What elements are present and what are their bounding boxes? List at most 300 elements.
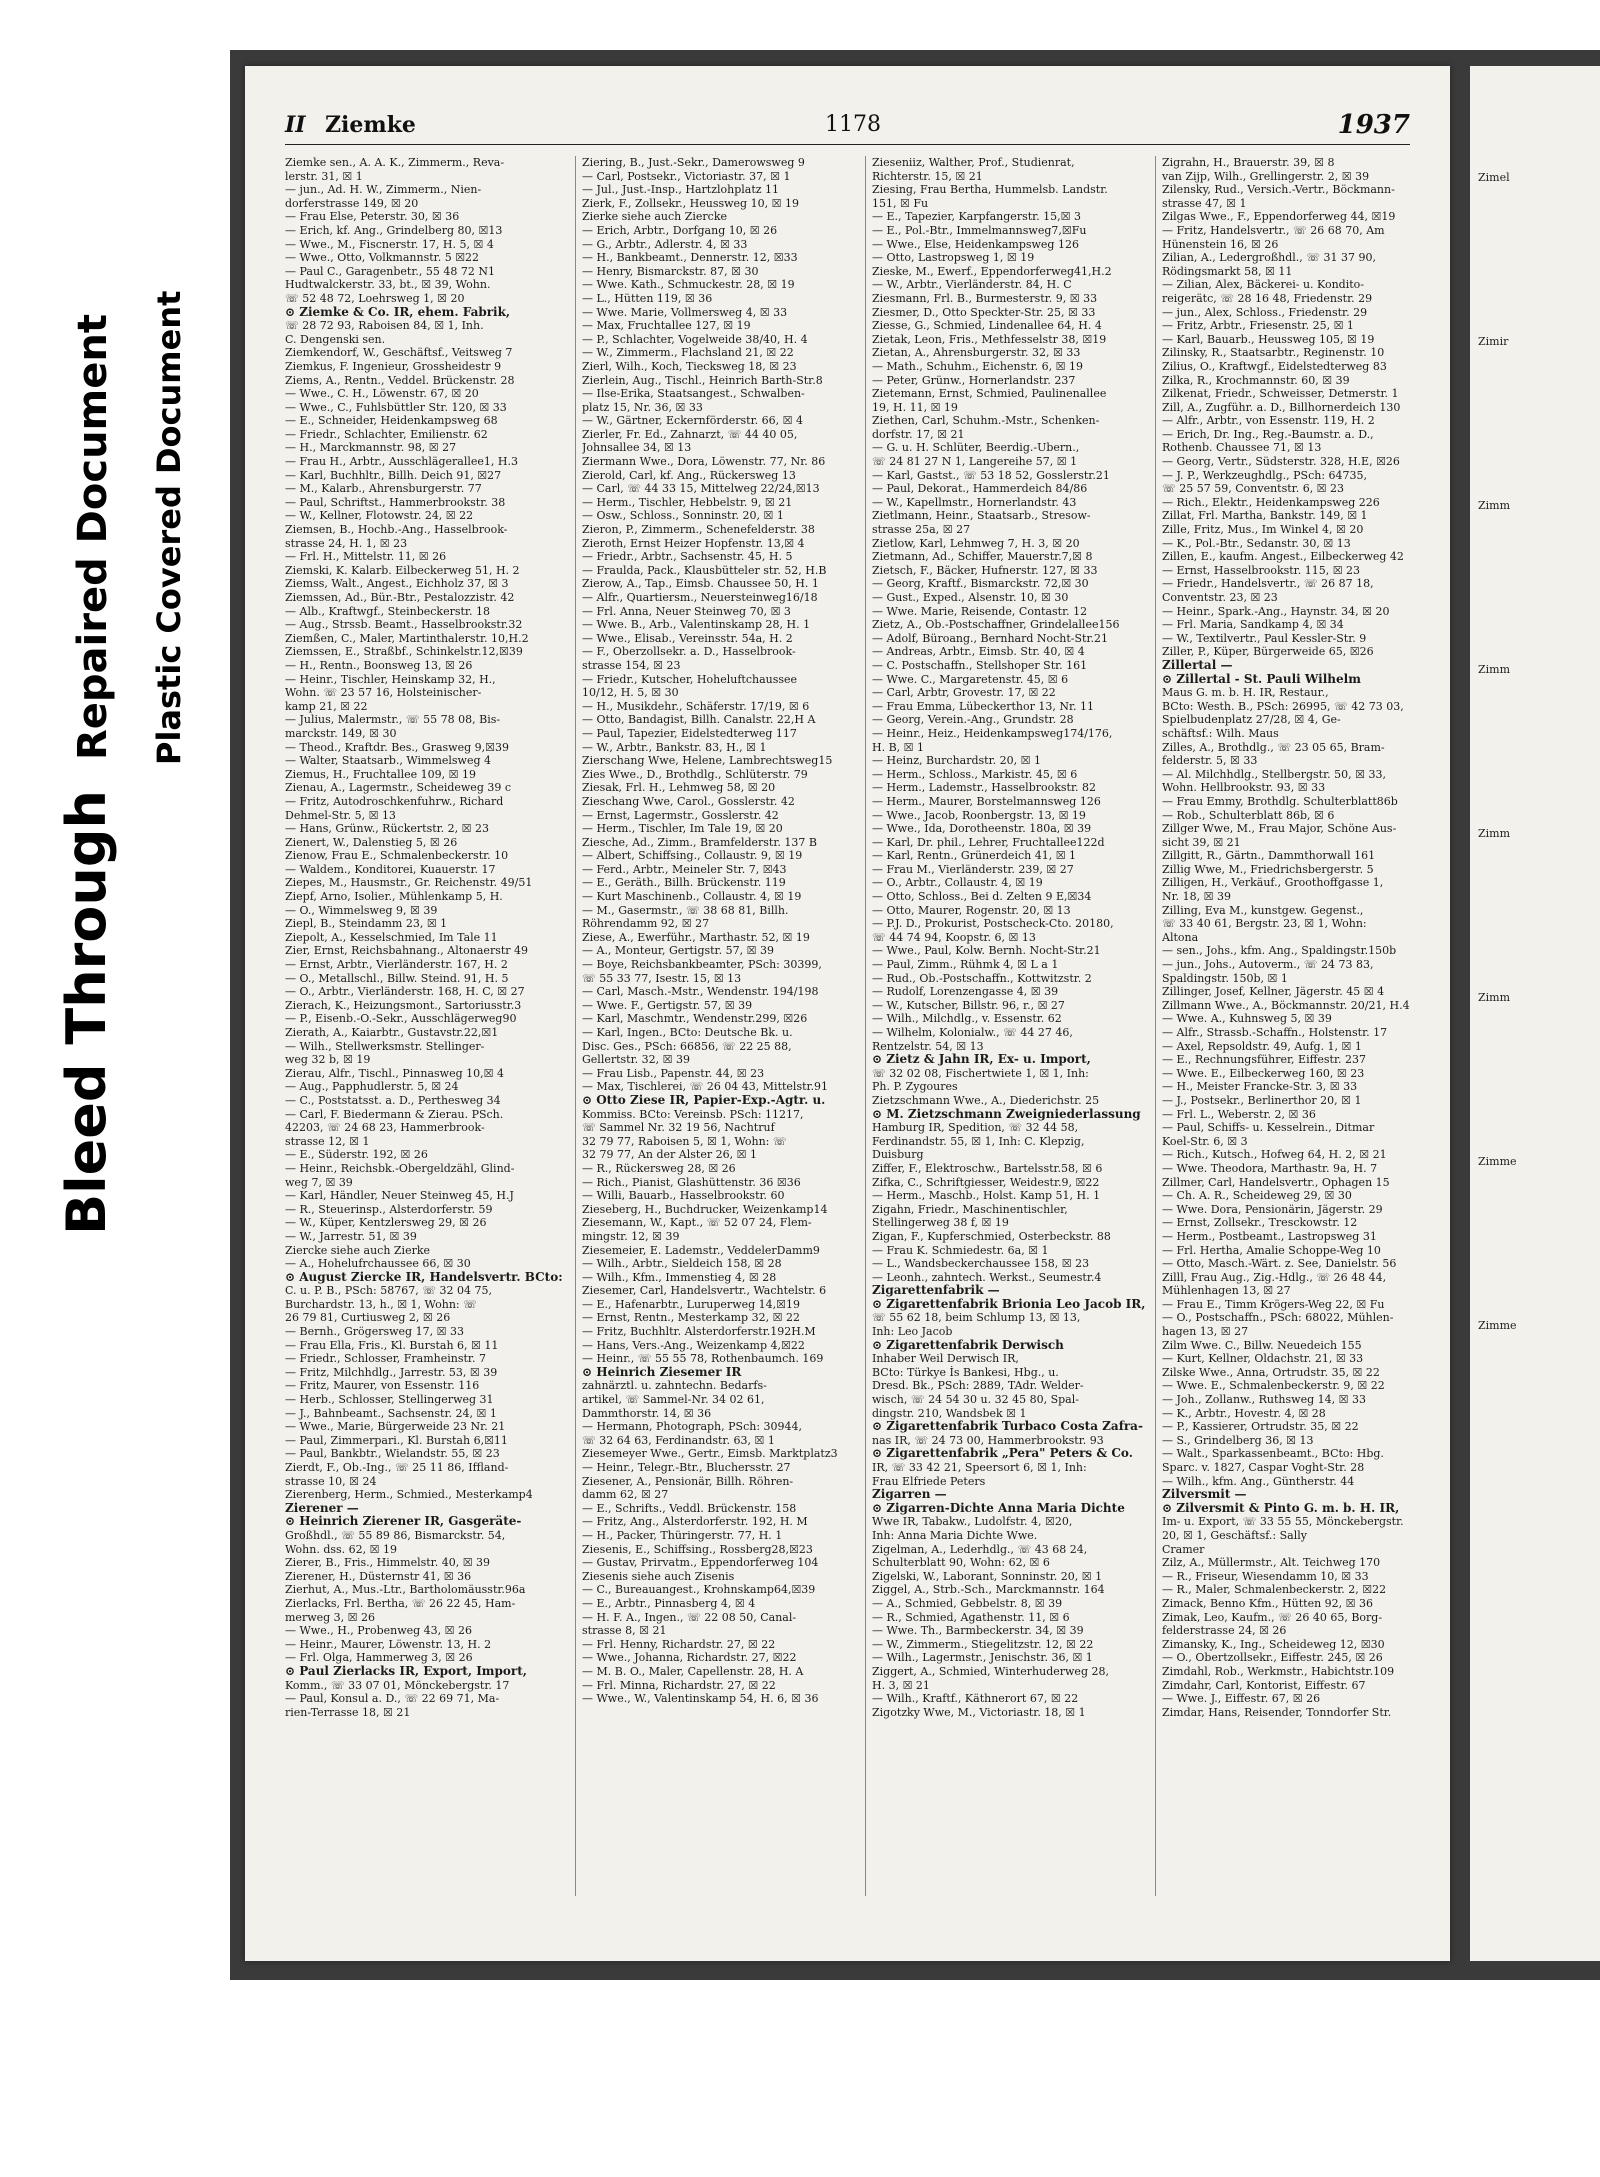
directory-entry: Zietz, A., Ob.-Postschaffner, Grindelallee156 (872, 618, 1120, 632)
directory-entry: Kommiss. BCto: Vereinsb. PSch: 11217, (582, 1107, 804, 1121)
directory-entry: — Heinz, Burchardstr. 20, ☒ 1 (872, 754, 1041, 768)
directory-entry: Hamburg IR, Spedition, ☏ 32 44 58, (872, 1121, 1079, 1135)
directory-entry: Zietlow, Karl, Lehmweg 7, H. 3, ☒ 20 (872, 536, 1080, 550)
label-plastic-covered-document: Plastic Covered Document (150, 290, 188, 765)
directory-entry: — Axel, Repsoldstr. 49, Aufg. 1, ☒ 1 (1162, 1039, 1362, 1053)
directory-entry: Zigrahn, H., Brauerstr. 39, ☒ 8 (1162, 156, 1335, 169)
edge-fragment: Zimel (1478, 171, 1510, 184)
directory-entry: Dammthorstr. 14, ☒ 36 (582, 1406, 712, 1420)
directory-entry: Ziesemann, W., Kapt., ☏ 52 07 24, Flem- (582, 1216, 812, 1230)
directory-entry: — Erich, kf. Ang., Grindelberg 80, ☒13 (285, 223, 503, 237)
directory-entry: — Bernh., Grögersweg 17, ☒ 33 (285, 1325, 464, 1339)
directory-entry: Rödingsmarkt 58, ☒ 11 (1162, 264, 1293, 278)
directory-entry: — Frau Else, Peterstr. 30, ☒ 36 (285, 210, 460, 224)
directory-entry: Schulterblatt 90, Wohn: 62, ☒ 6 (872, 1556, 1050, 1570)
edge-fragment: Zimme (1478, 1155, 1517, 1168)
page-number: 1178 (825, 112, 881, 137)
directory-entry: — J., Bahnbeamt., Sachsenstr. 24, ☒ 1 (285, 1406, 497, 1420)
directory-entry: — W., Küper, Kentzlersweg 29, ☒ 26 (285, 1216, 487, 1230)
directory-entry: — Otto, Masch.-Wärt. z. See, Danielstr. 56 (1162, 1257, 1397, 1271)
directory-entry: Hudtwalckerstr. 33, bt., ☒ 39, Wohn. (285, 278, 491, 292)
directory-entry: — R., Maler, Schmalenbeckerstr. 2, ☒22 (1162, 1583, 1387, 1597)
directory-entry: Zierler, Fr. Ed., Zahnarzt, ☏ 44 40 05, (582, 427, 798, 441)
directory-entry: — H., Meister Francke-Str. 3, ☒ 33 (1162, 1080, 1358, 1094)
directory-entry: — Frau K. Schmiedestr. 6a, ☒ 1 (872, 1243, 1049, 1257)
directory-entry: Zilz, A., Müllermstr., Alt. Teichweg 170 (1162, 1556, 1381, 1570)
directory-entry: — Wwe. B., Arb., Valentinskamp 28, H. 1 (582, 618, 811, 632)
directory-entry: — Carl, F. Biedermann & Zierau. PSch. (285, 1107, 504, 1121)
directory-entry: — C., Poststatsst. a. D., Perthesweg 34 (285, 1093, 501, 1107)
directory-entry: — Otto, Maurer, Rogenstr. 20, ☒ 13 (872, 903, 1071, 917)
directory-entry: dorferstrasse 149, ☒ 20 (285, 196, 419, 210)
directory-entry: Zieseniiz, Walther, Prof., Studienrat, (872, 156, 1075, 169)
directory-entry: ⊙ M. Zietzschmann Zweigniederlassung (872, 1107, 1141, 1121)
directory-entry: Ferdinandstr. 55, ☒ 1, Inh: C. Klepzig, (872, 1134, 1085, 1148)
directory-entry: Johnsallee 34, ☒ 13 (582, 441, 692, 455)
directory-entry: Zigan, F., Kupferschmied, Osterbeckstr. 88 (872, 1229, 1111, 1243)
directory-entry: — Aug., Papphudlerstr. 5, ☒ 24 (285, 1080, 459, 1094)
directory-entry: — R., Rückersweg 28, ☒ 26 (582, 1161, 736, 1175)
directory-entry: — K., Pol.-Btr., Sedanstr. 30, ☒ 13 (1162, 536, 1351, 550)
directory-entry: ⊙ Zigarettenfabrik Turbaco Costa Zafra- (872, 1420, 1143, 1434)
directory-entry: — Herm., Lademstr., Hasselbrookstr. 82 (872, 781, 1097, 795)
directory-entry: — E., Rechnungsführer, Eiffestr. 237 (1162, 1053, 1367, 1067)
directory-entry: — Fritz, Handelsvertr., ☏ 26 68 70, Am (1162, 223, 1385, 237)
directory-entry: Ziesemeier, E. Lademstr., VeddelerDamm9 (582, 1243, 820, 1257)
directory-entry: — Karl, Bauarb., Heussweg 105, ☒ 19 (1162, 332, 1375, 346)
directory-entry: Ziemsen, B., Hochb.-Ang., Hasselbrook- (285, 523, 508, 537)
directory-entry: — Alfr., Strassb.-Schaffn., Holstenstr. 17 (1162, 1026, 1388, 1039)
directory-entry: — Frau Emmy, Brothdlg. Schulterblatt86b (1162, 794, 1398, 808)
directory-entry: — Jul., Just.-Insp., Hartzlohplatz 11 (582, 183, 780, 197)
directory-entry: — A., Hohelufrchaussee 66, ☒ 30 (285, 1257, 471, 1271)
directory-entry: — Erich, Arbtr., Dorfgang 10, ☒ 26 (582, 223, 778, 237)
directory-entry: — Karl, Buchhltr., Billh. Deich 91, ☒27 (285, 468, 502, 482)
directory-entry: — W., Jarrestr. 51, ☒ 39 (285, 1229, 417, 1243)
directory-entry: artikel, ☏ Sammel-Nr. 34 02 61, (582, 1393, 765, 1407)
directory-entry: — W., Arbtr., Vierländerstr. 84, H. C (872, 278, 1072, 292)
directory-entry: — Theod., Kraftdr. Bes., Grasweg 9,☒39 (285, 740, 509, 754)
directory-entry: Rentzelstr. 54, ☒ 13 (872, 1039, 984, 1053)
directory-entry: Zierke siehe auch Ziercke (582, 210, 728, 224)
directory-entry: — Paul, Schiffs- u. Kesselrein., Ditmar (1162, 1121, 1375, 1135)
side-labels (0, 0, 230, 1980)
directory-entry: Maus G. m. b. H. IR, Restaur., (1162, 686, 1329, 700)
directory-entry: — Wilh., Milchdlg., v. Essenstr. 62 (872, 1012, 1062, 1026)
directory-entry: Ziggert, A., Schmied, Winterhuderweg 28, (872, 1664, 1109, 1678)
directory-entry: — Karl, Ingen., BCto: Deutsche Bk. u. (582, 1026, 793, 1039)
directory-entry: — Hermann, Photograph, PSch: 30944, (582, 1420, 803, 1434)
directory-entry: — L., Wandsbeckerchaussee 158, ☒ 23 (872, 1257, 1090, 1271)
directory-entry: — A., Monteur, Gertigstr. 57, ☒ 39 (582, 944, 774, 958)
directory-entry: Zierer, B., Fris., Himmelstr. 40, ☒ 39 (285, 1556, 491, 1570)
directory-entry: — Fritz, Buchhltr. Alsterdorferstr.192H.M (582, 1325, 816, 1339)
directory-entry: Ziese, A., Ewerführ., Marthastr. 52, ☒ 19 (582, 930, 810, 944)
directory-entry: — Erich, Dr. Ing., Reg.-Baumstr. a. D., (1162, 427, 1374, 441)
directory-entry: — Paul, Zimm., Rühmk 4, ☒ L a 1 (872, 958, 1059, 972)
directory-entry: — Carl, Masch.-Mstr., Wendenstr. 194/198 (582, 985, 819, 999)
directory-entry: felderstr. 5, ☒ 33 (1162, 754, 1258, 768)
directory-entry: — Heinr., Tischler, Heinskamp 32, H., (285, 672, 496, 686)
directory-entry: ⊙ Zietz & Jahn IR, Ex- u. Import, (872, 1053, 1091, 1067)
directory-entry: — Wwe., W., Valentinskamp 54, H. 6, ☒ 36 (582, 1692, 819, 1706)
directory-entry: Hünenstein 16, ☒ 26 (1162, 237, 1279, 251)
directory-entry: — Peter, Grünw., Hornerlandstr. 237 (872, 373, 1076, 387)
directory-entry: ⊙ Zigarettenfabrik Derwisch (872, 1338, 1064, 1352)
directory-entry: — J., Postsekr., Berlinerthor 20, ☒ 1 (1162, 1093, 1362, 1107)
directory-entry: — Karl, Rentn., Grünerdeich 41, ☒ 1 (872, 849, 1077, 863)
directory-entry: strasse 10, ☒ 24 (285, 1474, 377, 1488)
directory-entry: ☏ 33 40 61, Bergstr. 23, ☒ 1, Wohn: (1162, 917, 1367, 931)
directory-entry: Richterstr. 15, ☒ 21 (872, 169, 983, 183)
directory-entry: Zilm Wwe. C., Billw. Neuedeich 155 (1162, 1338, 1362, 1352)
directory-entry: Zilligen, H., Verkäuf., Groothoffgasse 1, (1162, 876, 1384, 890)
directory-entry: van Zijp, Wilh., Grellingerstr. 2, ☒ 39 (1162, 169, 1370, 183)
directory-entry: — Ernst, Arbtr., Vierländerstr. 167, H. 2 (285, 958, 508, 972)
directory-entry: Zillgitt, R., Gärtn., Dammthorwall 161 (1162, 849, 1376, 863)
directory-entry: C. u. P. B., PSch: 58767, ☏ 32 04 75, (285, 1284, 492, 1298)
directory-entry: — Julius, Malermstr., ☏ 55 78 08, Bis- (285, 713, 501, 727)
directory-entry: ⊙ Zigarren-Dichte Anna Maria Dichte (872, 1501, 1125, 1515)
edge-fragment: Zimm (1478, 991, 1511, 1004)
directory-entry: Zilske Wwe., Anna, Ortrudstr. 35, ☒ 22 (1162, 1365, 1380, 1379)
directory-entry: Ziems, A., Rentn., Veddel. Brückenstr. 28 (285, 373, 515, 387)
directory-entry: — Wilhelm, Kolonialw., ☏ 44 27 46, (872, 1026, 1073, 1039)
directory-entry: — Heinr., Heiz., Heidenkampsweg174/176, (872, 726, 1113, 740)
directory-entry: — Wwe. Marie, Vollmersweg 4, ☒ 33 (582, 305, 788, 319)
directory-entry: — M. B. O., Maler, Capellenstr. 28, H. A (582, 1664, 804, 1678)
directory-entry: dingstr. 210, Wandsbek ☒ 1 (872, 1406, 1027, 1420)
edge-fragment: Zimm (1478, 663, 1511, 676)
directory-entry: Nr. 18, ☒ 39 (1162, 890, 1232, 904)
directory-entry: Ziepes, M., Hausmstr., Gr. Reichenstr. 49/51 (285, 876, 533, 890)
directory-entry: — Karl, Dr. phil., Lehrer, Fruchtallee122d (872, 835, 1105, 849)
directory-entry: weg 7, ☒ 39 (285, 1175, 353, 1189)
directory-entry: — Georg, Kraftf., Bismarckstr. 72,☒ 30 (872, 577, 1089, 591)
directory-entry: Zigarettenfabrik — (872, 1284, 1000, 1298)
directory-entry: — O., Postschaffn., PSch: 68022, Mühlen- (1162, 1311, 1394, 1325)
directory-entry: ⊙ Zigarettenfabrik Brionia Leo Jacob IR, (872, 1297, 1146, 1311)
directory-entry: ⊙ Zigarettenfabrik „Pera" Peters & Co. (872, 1447, 1133, 1461)
directory-entry: Ziggel, A., Strb.-Sch., Marckmannstr. 164 (872, 1583, 1105, 1597)
directory-entry: strasse 24, H. 1, ☒ 23 (285, 536, 408, 550)
directory-entry: Zilka, R., Krochmannstr. 60, ☒ 39 (1162, 373, 1350, 387)
directory-entry: — P., Eisenb.-O.-Sekr., Ausschlägerweg90 (285, 1012, 517, 1026)
directory-entry: — Frau Lisb., Papenstr. 44, ☒ 23 (582, 1066, 765, 1080)
directory-entry: — Georg, Vertr., Südsterstr. 328, H.E, ☒26 (1162, 455, 1400, 469)
directory-entry: strasse 47, ☒ 1 (1162, 196, 1247, 210)
directory-entry: — Karl, Händler, Neuer Steinweg 45, H.J (285, 1189, 514, 1203)
directory-entry: — G. u. H. Schlüter, Beerdig.-Ubern., (872, 441, 1080, 455)
directory-entry: Spaldingstr. 150b, ☒ 1 (1162, 971, 1288, 985)
directory-entry: — Frl. Olga, Hammerweg 3, ☒ 26 (285, 1651, 473, 1665)
directory-entry: Zillig Wwe, M., Friedrichsbergerstr. 5 (1162, 862, 1374, 876)
directory-entry: ☏ 55 33 77, Isestr. 15, ☒ 13 (582, 971, 742, 985)
directory-entry: — Herb., Schlosser, Stellingerweg 31 (285, 1393, 494, 1407)
directory-entry: — Ernst, Hasselbrookstr. 115, ☒ 23 (1162, 563, 1361, 577)
directory-entry: — Paul C., Garagenbetr., 55 48 72 N1 (285, 264, 495, 278)
directory-entry: — J. P., Werkzeughdlg., PSch: 64735, (1162, 468, 1368, 482)
directory-entry: Ziemssen, Ad., Bür.-Btr., Pestalozzistr. 42 (285, 591, 515, 604)
directory-entry: C. Dengenski sen. (285, 332, 386, 346)
directory-entry: — C., Bureauangest., Krohnskamp64,☒39 (582, 1583, 816, 1597)
directory-entry: — Heinr., Spark.-Ang., Haynstr. 34, ☒ 20 (1162, 604, 1390, 618)
directory-entry: Spielbudenplatz 27/28, ☒ 4, Ge- (1162, 713, 1341, 727)
directory-entry: hagen 13, ☒ 27 (1162, 1325, 1249, 1339)
directory-entry: — Rich., Pianist, Glashüttenstr. 36 ☒36 (582, 1175, 801, 1189)
directory-entry: Ziesemer, Carl, Handelsvertr., Wachtelstr. 6 (582, 1284, 827, 1298)
directory-entry: — Henry, Bismarckstr. 87, ☒ 30 (582, 264, 759, 278)
directory-entry: — Ernst, Lagermstr., Gosslerstr. 42 (582, 808, 779, 822)
directory-entry: Zigelski, W., Laborant, Sonninstr. 20, ☒ 1 (872, 1569, 1103, 1583)
directory-entry: — Wwe. E., Eilbeckerweg 160, ☒ 23 (1162, 1066, 1365, 1080)
directory-entry: Ziffer, F., Elektroschw., Bartelsstr.58, ☒ 6 (872, 1161, 1103, 1175)
directory-entry: — Wwe. J., Eiffestr. 67, ☒ 26 (1162, 1692, 1321, 1706)
directory-entry: strasse 154, ☒ 23 (582, 658, 681, 672)
directory-entry: — Wwe., Marie, Bürgerweide 23 Nr. 21 (285, 1420, 506, 1434)
directory-entry: — H., Bankbeamt., Dennerstr. 12, ☒33 (582, 251, 798, 265)
directory-entry: Ziethen, Carl, Schuhm.-Mstr., Schenken- (872, 414, 1100, 428)
directory-entry: — Waldem., Konditorei, Kuauerstr. 17 (285, 862, 496, 876)
directory-entry: — Wwe. Dora, Pensionärin, Jägerstr. 29 (1162, 1202, 1383, 1216)
directory-entry: — Alfr., Arbtr., von Essenstr. 119, H. 2 (1162, 414, 1375, 428)
directory-entry: — Frl. Anna, Neuer Steinweg 70, ☒ 3 (582, 604, 791, 618)
directory-entry: 151, ☒ Fu (872, 196, 929, 210)
directory-entry: Ziemssen, E., Straßbf., Schinkelstr.12,☒39 (285, 645, 523, 659)
directory-entry: — Willi, Bauarb., Hasselbrookstr. 60 (582, 1189, 785, 1203)
directory-entry: — S., Grindelberg 36, ☒ 13 (1162, 1433, 1314, 1447)
directory-entry: — Herm., Postbeamt., Lastropsweg 31 (1162, 1229, 1377, 1243)
directory-entry: Zilles, A., Brothdlg., ☏ 23 05 65, Bram- (1162, 740, 1385, 754)
directory-entry: — Wwe. E., Schmalenbeckerstr. 9, ☒ 22 (1162, 1379, 1385, 1393)
directory-entry: Sparc. v. 1827, Caspar Voght-Str. 28 (1162, 1461, 1365, 1474)
directory-entry: Zimak, Leo, Kaufm., ☏ 26 40 65, Borg- (1162, 1610, 1383, 1624)
directory-entry: Koel-Str. 6, ☒ 3 (1162, 1134, 1248, 1148)
directory-entry: Zierold, Carl, kf. Ang., Rückersweg 13 (582, 468, 796, 482)
directory-column-1 (285, 156, 571, 1896)
directory-entry: — H. F. A., Ingen., ☏ 22 08 50, Canal- (582, 1610, 797, 1624)
directory-entry: ☏ 32 64 63, Ferdinandstr. 63, ☒ 1 (582, 1433, 775, 1447)
directory-entry: — C. Postschaffn., Stellshoper Str. 161 (872, 658, 1088, 672)
directory-entry: Zietlmann, Heinr., Staatsarb., Stresow- (872, 509, 1091, 523)
directory-entry: 20, ☒ 1, Geschäftsf.: Sally (1162, 1528, 1307, 1542)
directory-entry: — Wwe., Johanna, Richardstr. 27, ☒22 (582, 1651, 797, 1665)
directory-entry: — Heinr., Telegr.-Btr., Bluchersstr. 27 (582, 1461, 791, 1474)
directory-entry: Zierk, F., Zollsekr., Heussweg 10, ☒ 19 (582, 196, 799, 210)
directory-entry: Conventstr. 23, ☒ 23 (1162, 591, 1278, 604)
directory-entry: — Wwe. Theodora, Marthastr. 9a, H. 7 (1162, 1161, 1378, 1175)
directory-entry: schäftsf.: Wilh. Maus (1162, 726, 1279, 740)
directory-entry: Ziemke sen., A. A. K., Zimmerm., Reva- (285, 156, 505, 169)
directory-entry: — Ilse-Erika, Staatsangest., Schwalben- (582, 387, 805, 401)
directory-entry: — Paul, Schriftst., Hammerbrookstr. 38 (285, 495, 506, 509)
directory-entry: Burchardstr. 13, h., ☒ 1, Wohn: ☏ (285, 1297, 477, 1311)
directory-entry: ☏ Sammel Nr. 32 19 56, Nachtruf (582, 1121, 775, 1135)
directory-entry: Ziering, B., Just.-Sekr., Damerowsweg 9 (582, 156, 805, 169)
directory-entry: — Wwe. Kath., Schmuckestr. 28, ☒ 19 (582, 278, 795, 292)
directory-entry: Ziepolt, A., Kesselschmied, Im Tale 11 (285, 930, 498, 944)
directory-entry: merweg 3, ☒ 26 (285, 1610, 376, 1624)
directory-entry: — Friedr., Handelsvertr., ☏ 26 87 18, (1162, 577, 1374, 591)
directory-entry: — K., Arbtr., Hovestr. 4, ☒ 28 (1162, 1406, 1326, 1420)
directory-entry: Ziesenis siehe auch Zisenis (582, 1569, 735, 1583)
directory-entry: Wohn. dss. 62, ☒ 19 (285, 1542, 398, 1556)
directory-entry: — Otto, Bandagist, Billh. Canalstr. 22,H A (582, 713, 816, 727)
directory-entry: — E., Schneider, Heidenkampsweg 68 (285, 414, 498, 428)
directory-entry: Rothenb. Chaussee 71, ☒ 13 (1162, 441, 1322, 455)
directory-entry: Zies Wwe., D., Brothdlg., Schlüterstr. 79 (582, 767, 808, 781)
directory-column-2 (575, 156, 868, 1896)
directory-entry: Ziepl, B., Steindamm 23, ☒ 1 (285, 917, 448, 931)
directory-entry: — Friedr., Schlosser, Framheinstr. 7 (285, 1352, 486, 1366)
directory-entry: — Walt., Sparkassenbeamt., BCto: Hbg. (1162, 1447, 1384, 1461)
directory-entry: Wwe IR, Tabakw., Ludolfstr. 4, ☒20, (872, 1515, 1073, 1529)
directory-entry: ☏ 44 74 94, Koopstr. 6, ☒ 13 (872, 930, 1036, 944)
directory-entry: BCto: Westh. B., PSch: 26995, ☏ 42 73 03, (1162, 699, 1404, 713)
label-repaired-document: Repaired Document (70, 314, 116, 760)
directory-entry: — Joh., Zollanw., Ruthsweg 14, ☒ 33 (1162, 1393, 1366, 1407)
directory-entry: Zietak, Leon, Fris., Methfesselstr 38, ☒19 (872, 332, 1107, 346)
directory-entry: Zieron, P., Zimmerm., Schenefelderstr. 38 (582, 523, 815, 537)
directory-entry: Zillmer, Carl, Handelsvertr., Ophagen 15 (1162, 1175, 1390, 1189)
directory-entry: — Hans, Grünw., Rückertstr. 2, ☒ 23 (285, 822, 490, 836)
directory-entry: ☏ 55 62 18, beim Schlump 13, ☒ 13, (872, 1311, 1081, 1325)
directory-columns (285, 156, 1430, 1896)
directory-entry: — Ferd., Arbtr., Meineler Str. 7, ☒43 (582, 862, 787, 876)
directory-entry: Wohn. ☏ 23 57 16, Holsteinischer- (285, 686, 482, 700)
directory-entry: ☏ 25 57 59, Conventstr. 6, ☒ 23 (1162, 482, 1345, 496)
directory-entry: Zilll, Frau Aug., Zig.-Hdlg., ☏ 26 48 44, (1162, 1270, 1387, 1284)
directory-entry: — Wwe., M., Fiscnerstr. 17, H. 5, ☒ 4 (285, 237, 494, 251)
directory-entry: Inh: Leo Jacob (872, 1325, 953, 1339)
directory-entry: — Wwe., Otto, Volkmannstr. 5 ☒22 (285, 251, 480, 265)
directory-entry: — Otto, Schloss., Bei d. Zelten 9 E,☒34 (872, 890, 1092, 904)
directory-entry: Zille, Fritz, Mus., Im Winkel 4, ☒ 20 (1162, 523, 1364, 537)
directory-entry: Zilkenat, Friedr., Schweisser, Detmerstr. 1 (1162, 387, 1399, 401)
directory-entry: — Alb., Kraftwgf., Steinbeckerstr. 18 (285, 604, 490, 618)
directory-entry: Zietmann, Ad., Schiffer, Mauerstr.7,☒ 8 (872, 550, 1093, 564)
directory-entry: — W., Arbtr., Bankstr. 83, H., ☒ 1 (582, 740, 767, 754)
directory-entry: — Otto, Lastropsweg 1, ☒ 19 (872, 251, 1035, 265)
directory-entry: — Wwe. C., Margaretenstr. 45, ☒ 6 (872, 672, 1069, 686)
directory-entry: Dehmel-Str. 5, ☒ 13 (285, 808, 396, 822)
directory-entry: Ziemkus, F. Ingenieur, Grossheidestr 9 (285, 359, 502, 373)
directory-entry: Zieroth, Ernst Heizer Hopfenstr. 13,☒ 4 (582, 536, 805, 550)
directory-entry: Zieschang Wwe, Carol., Gosslerstr. 42 (582, 794, 795, 808)
directory-entry: — W., Zimmerm., Flachsland 21, ☒ 22 (582, 346, 794, 360)
directory-entry: strasse 12, ☒ 1 (285, 1134, 370, 1148)
directory-entry: — Boye, Reichsbankbeamter, PSch: 30399, (582, 958, 822, 972)
directory-entry: Ph. P. Zygoures (872, 1080, 958, 1094)
directory-entry: nas IR, ☏ 24 73 00, Hammerbrookstr. 93 (872, 1433, 1104, 1447)
directory-entry: H. 3, ☒ 21 (872, 1678, 930, 1692)
directory-entry: — Rich., Kutsch., Hofweg 64, H. 2, ☒ 21 (1162, 1148, 1387, 1162)
directory-entry: Zigahn, Friedr., Maschinentischler, (872, 1202, 1068, 1216)
directory-entry: Frau Elfriede Peters (872, 1474, 986, 1488)
directory-entry: Ziesmann, Frl. B., Burmesterstr. 9, ☒ 33 (872, 291, 1098, 305)
directory-entry: — Ernst, Rentn., Mesterkamp 32, ☒ 22 (582, 1311, 800, 1325)
directory-entry: — Fritz, Maurer, von Essenstr. 116 (285, 1379, 480, 1393)
directory-entry: Ziercke siehe auch Zierke (285, 1243, 431, 1257)
directory-entry: — Carl, ☏ 44 33 15, Mittelweg 22/24,☒13 (582, 482, 820, 496)
directory-entry: — P.J. D., Prokurist, Postscheck-Cto. 20180, (872, 917, 1114, 931)
directory-entry: BCto: Türkye İs Bankesi, Hbg., u. (872, 1365, 1059, 1379)
directory-entry: — Aug., Strssb. Beamt., Hasselbrookstr.32 (285, 618, 523, 632)
directory-entry: — Fraulda, Pack., Klausbütteler str. 52, H.B (582, 563, 827, 577)
directory-entry: Zillat, Frl. Martha, Bankstr. 149, ☒ 1 (1162, 509, 1368, 523)
directory-entry: — Herm., Tischler, Im Tale 19, ☒ 20 (582, 822, 783, 836)
directory-entry: reigerätc, ☏ 28 16 48, Friedenstr. 29 (1162, 291, 1373, 305)
directory-entry: — jun., Ad. H. W., Zimmerm., Nien- (285, 183, 482, 197)
directory-entry: — Adolf, Büroang., Bernhard Nocht-Str.21 (872, 631, 1109, 645)
directory-entry: kamp 21, ☒ 22 (285, 699, 368, 713)
directory-entry: — Frl. H., Mittelstr. 11, ☒ 26 (285, 550, 447, 564)
directory-entry: Zillinger, Josef, Kellner, Jägerstr. 45 ☒ 4 (1162, 985, 1385, 999)
directory-entry: Ziemus, H., Fruchtallee 109, ☒ 19 (285, 767, 477, 781)
directory-entry: — Friedr., Arbtr., Sachsenstr. 45, H. 5 (582, 550, 793, 564)
directory-entry: Ziesak, Frl. H., Lehmweg 58, ☒ 20 (582, 781, 776, 795)
directory-entry: marckstr. 149, ☒ 30 (285, 726, 397, 740)
directory-entry: — Alfr., Quartiersm., Neuersteinweg16/18 (582, 591, 818, 604)
directory-entry: Altona (1162, 930, 1199, 944)
directory-entry: — Frau H., Arbtr., Ausschlägerallee1, H.3 (285, 455, 518, 469)
directory-entry: — Frau M., Vierländerstr. 239, ☒ 27 (872, 862, 1074, 876)
directory-entry: ☏ 24 81 27 N 1, Langereihe 57, ☒ 1 (872, 455, 1078, 469)
directory-entry: ⊙ Ziemke & Co. IR, ehem. Fabrik, (285, 305, 511, 319)
directory-entry: Ziesener, A., Pensionär, Billh. Röhren- (582, 1474, 794, 1488)
directory-entry: Zieseberg, H., Buchdrucker, Weizenkamp14 (582, 1202, 828, 1216)
directory-entry: Zimansky, K., Ing., Scheideweg 12, ☒30 (1162, 1637, 1385, 1651)
directory-entry: Zilian, A., Ledergroßhdl., ☏ 31 37 90, (1162, 251, 1377, 265)
directory-entry: H. B, ☒ 1 (872, 740, 925, 754)
directory-entry: Zierener, H., Düsternstr 41, ☒ 36 (285, 1569, 472, 1583)
directory-entry: — R., Schmied, Agathenstr. 11, ☒ 6 (872, 1610, 1070, 1624)
directory-entry: Zillen, E., kaufm. Angest., Eilbeckerweg 42 (1162, 550, 1404, 564)
label-bleed-through: Bleed Through (55, 790, 118, 1235)
directory-entry: ☏ 28 72 93, Raboisen 84, ☒ 1, Inh. (285, 319, 484, 333)
directory-entry: Röhrendamm 92, ☒ 27 (582, 917, 710, 931)
directory-entry: — Frau Emma, Lübeckerthor 13, Nr. 11 (872, 699, 1095, 713)
directory-entry: Zimack, Benno Kfm., Hütten 92, ☒ 36 (1162, 1596, 1374, 1610)
directory-entry: weg 32 b, ☒ 19 (285, 1053, 371, 1067)
directory-entry: — Gustav, Prirvatm., Eppendorferweg 104 (582, 1556, 819, 1570)
directory-entry: Zierlacks, Frl. Bertha, ☏ 26 22 45, Ham- (285, 1596, 516, 1610)
directory-column-3 (865, 156, 1158, 1896)
directory-entry: strasse 25a, ☒ 27 (872, 523, 971, 537)
directory-entry: Ziesing, Frau Bertha, Hummelsb. Landstr. (872, 183, 1108, 197)
directory-entry: Zigotzky Wwe, M., Victoriastr. 18, ☒ 1 (872, 1705, 1086, 1719)
directory-entry: — Karl, Gastst., ☏ 53 18 52, Gosslerstr.21 (872, 468, 1110, 482)
directory-entry: Zierow, A., Tap., Eimsb. Chaussee 50, H. 1 (582, 577, 819, 591)
directory-entry: — Ernst, Zollsekr., Tresckowstr. 12 (1162, 1216, 1358, 1230)
directory-entry: Zietzschmann Wwe., A., Diederichstr. 25 (872, 1093, 1100, 1107)
directory-column-4 (1155, 156, 1442, 1896)
directory-entry: ☏ 52 48 72, Loehrsweg 1, ☒ 20 (285, 291, 465, 305)
directory-entry: — Wwe., Paul, Kolw. Bernh. Nocht-Str.21 (872, 944, 1101, 958)
directory-entry: — H., Marckmannstr. 98, ☒ 27 (285, 441, 457, 455)
directory-entry: Zilensky, Rud., Versich.-Vertr., Böckmann- (1162, 183, 1395, 197)
document-page (245, 66, 1450, 1961)
directory-entry: ⊙ Otto Ziese IR, Papier-Exp.-Agtr. u. (582, 1093, 826, 1107)
directory-entry: IR, ☏ 33 42 21, Speersort 6, ☒ 1, Inh: (872, 1461, 1087, 1474)
directory-entry: — Frl. Maria, Sandkamp 4, ☒ 34 (1162, 618, 1344, 632)
directory-entry: — W., Kutscher, Billstr. 96, r., ☒ 27 (872, 998, 1065, 1012)
directory-entry: Zierschang Wwe, Helene, Lambrechtsweg15 (582, 754, 833, 768)
directory-entry: felderstrasse 24, ☒ 26 (1162, 1624, 1287, 1638)
directory-entry: — Frl. Hertha, Amalie Schoppe-Weg 10 (1162, 1243, 1381, 1257)
directory-entry: ⊙ Heinrich Zierener IR, Gasgeräte- (285, 1515, 522, 1529)
directory-entry: Inhaber Weil Derwisch IR, (872, 1352, 1019, 1366)
